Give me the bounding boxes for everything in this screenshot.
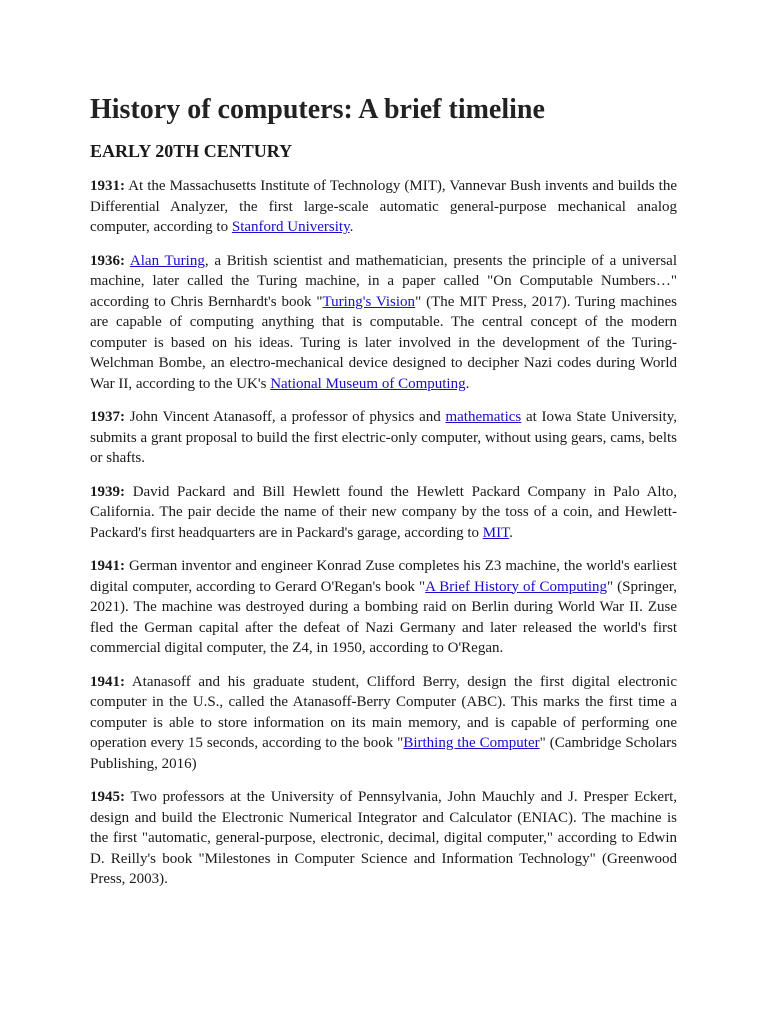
- section-heading: EARLY 20TH CENTURY: [90, 141, 293, 161]
- entry-year: 1941:: [90, 673, 125, 690]
- timeline-entry-1945: [90, 787, 677, 890]
- entry-text: .: [509, 524, 513, 541]
- entry-text: German inventor and engineer Konrad Zuse completes his Z3 machine, the world's earliest digital computer, according to Gerard O'Regan's book ": [90, 558, 677, 595]
- link-mathematics[interactable]: mathematics: [445, 409, 522, 425]
- link-stanford-university[interactable]: Stanford University: [231, 219, 350, 235]
- entry-text: David Packard and Bill Hewlett found the Hewlett Packard Company in Palo Alto, California. The pair decide the name of their new company by the toss of a coin, and Hewlett-Packard's first headquarters are in Packard's garage, according to: [90, 483, 677, 541]
- link-birthing-the-computer[interactable]: Birthing the Computer: [403, 735, 540, 751]
- page-title: History of computers: A brief timeline: [90, 94, 545, 125]
- entry-year: 1939:: [90, 483, 125, 500]
- timeline-entry-1939: [90, 482, 677, 544]
- entry-text: " (Cambridge Scholars Publishing, 2016): [90, 735, 677, 772]
- timeline-entry-1937: [90, 407, 677, 469]
- link-mit[interactable]: MIT: [482, 524, 510, 541]
- entry-text: Two professors at the University of Pennsylvania, John Mauchly and J. Presper Eckert, design and build the Electronic Numerical Integrator and Calculator (ENIAC). The machine is the first "automatic, general-purpose, electronic, decimal, digital computer," according to Edwin D. Reilly's book "Milestones in Computer Science and Information Technology" (Greenwood Press, 2003).: [90, 789, 677, 887]
- entry-text: at Iowa State University, submits a grant proposal to build the first electric-only computer, without using gears, cams, belts or shafts.: [90, 409, 678, 466]
- timeline-entry-1936: [90, 251, 677, 395]
- link-a-brief-history-of-computing[interactable]: A Brief History of Computing: [425, 578, 608, 595]
- entry-text: John Vincent Atanasoff, a professor of physics and: [125, 409, 446, 425]
- document-page: [90, 93, 677, 903]
- link-turings-vision[interactable]: Turing's Vision: [322, 293, 416, 310]
- entry-year: 1941:: [90, 558, 125, 574]
- entry-text: .: [349, 219, 354, 235]
- timeline-entry-1931: [90, 176, 677, 238]
- entry-text: .: [465, 375, 470, 392]
- entry-text: Atanasoff and his graduate student, Clifford Berry, design the first digital electronic computer in the U.S., called the Atanasoff-Berry Computer (ABC). This marks the first time a computer is able to store information on its main memory, and is capable of performing one operation every 15 seconds, according to the book ": [90, 673, 677, 751]
- link-alan-turing[interactable]: Alan Turing: [129, 252, 205, 269]
- entry-text: " (Springer, 2021). The machine was destroyed during a bombing raid on Berlin during World War II. Zuse fled the German capital after the defeat of Nazi Germany and later released the world's first commercial digital computer, the Z4, in 1950, according to O'Regan.: [90, 578, 677, 656]
- entry-year: 1931:: [90, 178, 125, 194]
- entry-year: 1937:: [90, 409, 125, 425]
- entry-year: 1945:: [90, 789, 125, 805]
- entry-year: 1936:: [90, 252, 125, 269]
- timeline-entry-1941-zuse: [90, 556, 677, 659]
- link-national-museum-of-computing[interactable]: National Museum of Computing: [270, 375, 466, 392]
- timeline-entry-1941-atanasoff: [90, 672, 677, 775]
- entry-text: At the Massachusetts Institute of Technology (MIT), Vannevar Bush invents and builds the Differential Analyzer, the first large-scale automatic general-purpose mechanical analog computer, according to: [90, 178, 677, 235]
- entry-text: " (The MIT Press, 2017). Turing machines are capable of computing anything that is computable. The central concept of the modern computer is based on his ideas. Turing is later involved in the development of the Turing-Welchman Bombe, an electro-mechanical device designed to decipher Nazi codes during World War II, according to the UK's: [90, 293, 677, 392]
- entry-text: , a British scientist and mathematician, presents the principle of a universal machine, later called the Turing machine, in a paper called "On Computable Numbers…" according to Chris Bernhardt's book ": [90, 252, 677, 310]
